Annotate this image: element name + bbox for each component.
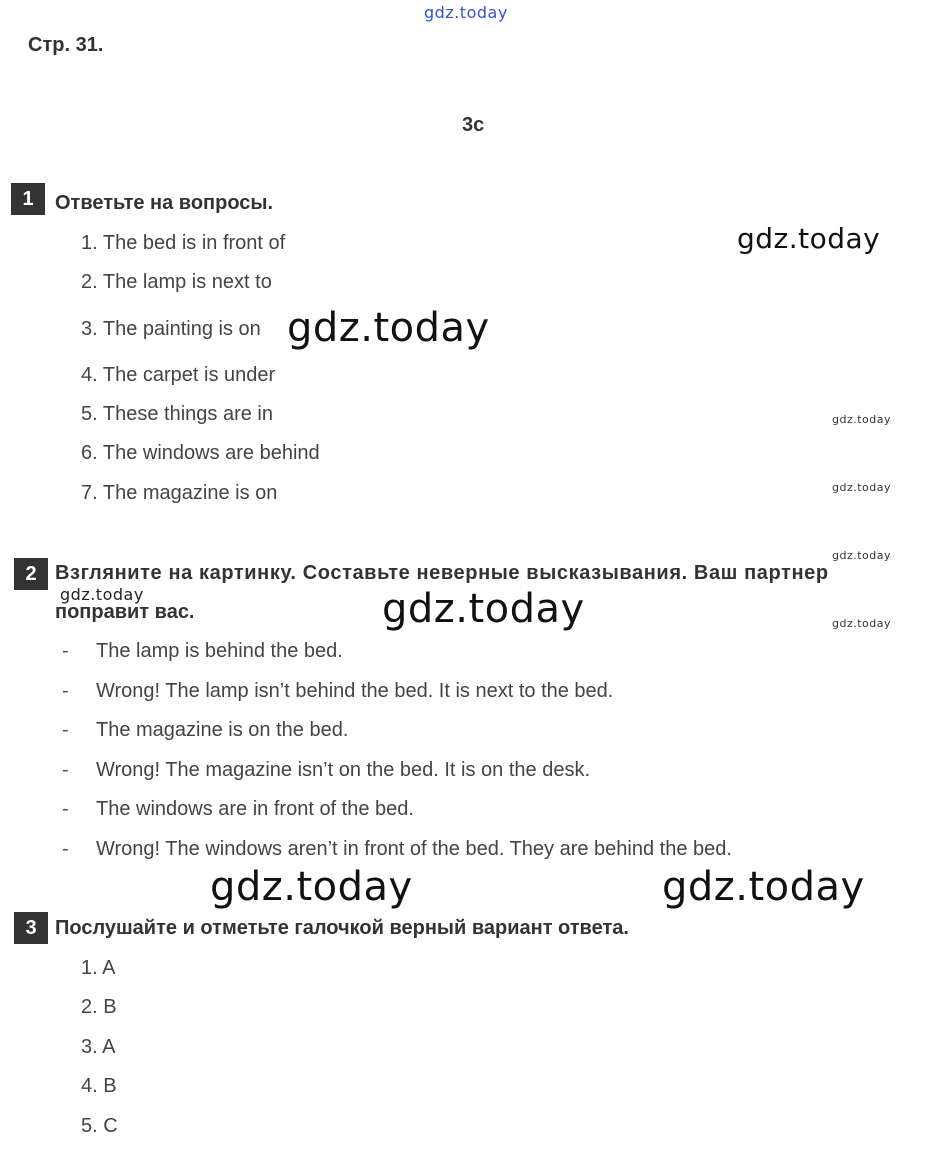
dialogue-line: The windows are in front of the bed. <box>96 798 414 820</box>
exercise-1-item: 2. The lamp is next to <box>81 271 272 293</box>
exercise-2-item <box>62 680 613 703</box>
exercise-1-item: 3. The painting is on <box>81 318 261 340</box>
exercise-2-title-line1: Взгляните на картинку. Составьте неверные высказывания. Ваш партнер <box>55 562 829 584</box>
exercise-3-item: 5. C <box>81 1115 118 1137</box>
exercise-2-title-line2: поправит вас. <box>55 601 195 623</box>
watermark: gdz.today <box>210 864 413 910</box>
exercise-2-item <box>62 838 732 861</box>
exercise-3-item: 4. B <box>81 1075 117 1097</box>
watermark: gdz.today <box>737 222 881 255</box>
dialogue-line: The lamp is behind the bed. <box>96 640 343 662</box>
watermark: gdz.today <box>287 305 490 351</box>
exercise-3-item: 3. A <box>81 1036 116 1058</box>
dialogue-line: Wrong! The lamp isn’t behind the bed. It is next to the bed. <box>96 680 614 702</box>
watermark: gdz.today <box>832 617 892 630</box>
dash-bullet: - <box>62 719 69 741</box>
dash-bullet: - <box>62 680 69 702</box>
dialogue-line: Wrong! The windows aren’t in front of the bed. They are behind the bed. <box>96 838 732 860</box>
exercise-1-item: 1. The bed is in front of <box>81 232 286 254</box>
dialogue-line: Wrong! The magazine isn’t on the bed. It is on the desk. <box>96 759 590 781</box>
dash-bullet: - <box>62 640 69 662</box>
exercise-1-number: 1 <box>11 183 45 215</box>
exercise-3-item: 2. B <box>81 996 117 1018</box>
exercise-1-title: Ответьте на вопросы. <box>55 192 274 214</box>
exercise-1-item: 7. The magazine is on <box>81 482 278 504</box>
dash-bullet: - <box>62 838 69 860</box>
watermark: gdz.today <box>832 481 892 494</box>
watermark: gdz.today <box>832 549 892 562</box>
dialogue-line: The magazine is on the bed. <box>96 719 349 741</box>
exercise-2-number: 2 <box>14 558 48 590</box>
watermark: gdz.today <box>60 585 144 604</box>
exercise-3-item: 1. A <box>81 957 116 979</box>
dash-bullet: - <box>62 759 69 781</box>
exercise-2-item <box>62 759 590 782</box>
exercise-1-item: 5. These things are in <box>81 403 273 425</box>
watermark: gdz.today <box>662 864 865 910</box>
watermark: gdz.today <box>382 586 585 632</box>
exercise-2-item <box>62 640 343 663</box>
lesson-title: 3c <box>462 114 485 136</box>
exercise-1-item: 6. The windows are behind <box>81 442 320 464</box>
exercise-1-item: 4. The carpet is under <box>81 364 276 386</box>
dash-bullet: - <box>62 798 69 820</box>
page-reference: Стр. 31. <box>28 34 104 56</box>
exercise-2-item <box>62 798 414 821</box>
exercise-3-title: Послушайте и отметьте галочкой верный вариант ответа. <box>55 917 629 939</box>
watermark: gdz.today <box>832 413 892 426</box>
watermark-top: gdz.today <box>424 3 508 22</box>
exercise-2-item <box>62 719 348 742</box>
exercise-3-number: 3 <box>14 912 48 944</box>
